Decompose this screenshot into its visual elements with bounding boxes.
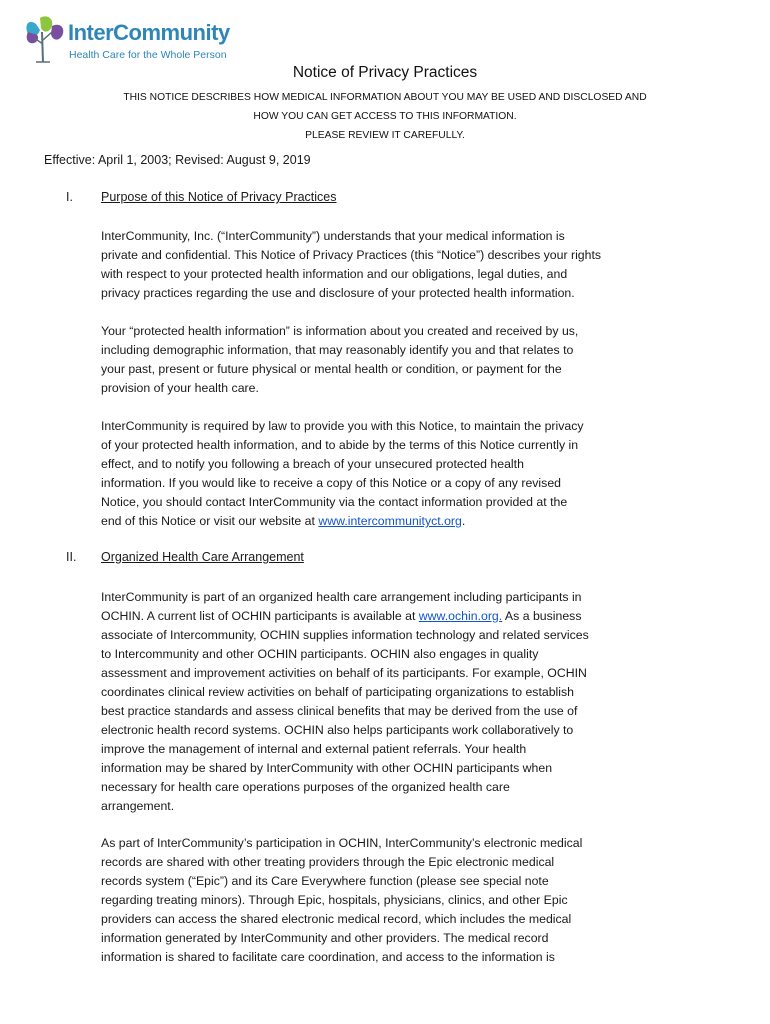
page-title: Notice of Privacy Practices — [292, 64, 478, 81]
text-line: information. If you would like to receive a copy of this Notice or a copy of any revised — [101, 476, 561, 490]
ochin-link[interactable]: www.ochin.org. — [418, 609, 503, 623]
section-2-paragraph-1 — [101, 588, 673, 816]
text-line: necessary for health care operations purposes of the organized health care — [101, 780, 510, 794]
text-line: As part of InterCommunity’s participation in OCHIN, InterCommunity’s electronic medical — [101, 836, 583, 850]
section-1-paragraph-3 — [101, 417, 673, 531]
text-line: records are shared with other treating providers through the Epic electronic medical — [101, 855, 555, 869]
text-line: your past, present or future physical or mental health or condition, or payment for the — [101, 362, 562, 376]
text-line: provision of your health care. — [101, 381, 259, 395]
subtitle-line: THIS NOTICE DESCRIBES HOW MEDICAL INFORMATION ABOUT YOU MAY BE USED AND DISCLOSED AND — [123, 92, 647, 103]
text-line: including demographic information, that may reasonably identify you and that relates to — [101, 343, 574, 357]
logo-tagline: Health Care for the Whole Person — [69, 49, 227, 61]
notice-subtitle — [0, 88, 770, 145]
section-2-heading: Organized Health Care Arrangement — [101, 550, 304, 564]
subtitle-line: PLEASE REVIEW IT CAREFULLY. — [305, 130, 465, 141]
text-line: best practice standards and assess clinical benefits that may be derived from the use of — [101, 704, 578, 718]
text-line: with respect to your protected health information and our obligations, legal duties, and — [101, 267, 568, 281]
text-line: regarding treating minors). Through Epic, hospitals, physicians, clinics, and other Epic — [101, 893, 568, 907]
text-line: information may be shared by InterCommunity with other OCHIN participants when — [101, 761, 553, 775]
website-link[interactable]: www.intercommunityct.org — [318, 514, 462, 528]
logo-name: InterCommunity — [68, 20, 230, 45]
effective-date: Effective: April 1, 2003; Revised: August 9, 2019 — [44, 153, 311, 167]
section-1-number: I. — [66, 190, 73, 204]
text-line: records system (“Epic”) and its Care Everywhere function (please see special note — [101, 874, 549, 888]
text-segment: OCHIN. A current list of OCHIN participants is available at — [101, 609, 419, 623]
text-line: InterCommunity, Inc. (“InterCommunity”) understands that your medical information is — [101, 229, 565, 243]
subtitle-line: HOW YOU CAN GET ACCESS TO THIS INFORMATION. — [253, 111, 517, 122]
text-segment: . — [461, 514, 466, 528]
text-line: privacy practices regarding the use and disclosure of your protected health information. — [101, 286, 575, 300]
text-line — [101, 607, 673, 626]
text-line: InterCommunity is part of an organized health care arrangement including participants in — [101, 590, 582, 604]
text-line: assessment and improvement activities on behalf of its participants. For example, OCHIN — [101, 666, 587, 680]
text-line: improve the management of internal and external patient referrals. Your health — [101, 742, 527, 756]
section-2-number: II. — [66, 550, 77, 564]
text-line: effect, and to notify you following a breach of your unsecured protected health — [101, 457, 524, 471]
text-line: providers can access the shared electronic medical record, which includes the medical — [101, 912, 572, 926]
text-line: InterCommunity is required by law to provide you with this Notice, to maintain the privacy — [101, 419, 584, 433]
text-line: coordinates clinical review activities on behalf of participating organizations to establish — [101, 685, 575, 699]
text-line: Your “protected health information” is information about you created and received by us, — [101, 324, 579, 338]
text-line: to Intercommunity and other OCHIN participants. OCHIN also engages in quality — [101, 647, 539, 661]
text-line: Notice, you should contact InterCommunity via the contact information provided at the — [101, 495, 568, 509]
logo — [22, 14, 230, 66]
text-line: information is shared to facilitate care coordination, and access to the information is — [101, 950, 555, 964]
text-line: of your protected health information, and to abide by the terms of this Notice currently in — [101, 438, 579, 452]
text-segment: As a business — [502, 609, 582, 623]
logo-mark-icon — [22, 14, 68, 66]
text-line — [101, 512, 673, 531]
section-1-paragraph-1 — [101, 227, 673, 303]
text-line: arrangement. — [101, 799, 175, 813]
section-1-heading: Purpose of this Notice of Privacy Practices — [101, 190, 337, 204]
text-segment: end of this Notice or visit our website at — [101, 514, 319, 528]
text-line: associate of Intercommunity, OCHIN supplies information technology and related services — [101, 628, 589, 642]
text-line: electronic health record systems. OCHIN also helps participants work collaboratively to — [101, 723, 574, 737]
text-line: information generated by InterCommunity and other providers. The medical record — [101, 931, 549, 945]
section-2-paragraph-2 — [101, 834, 673, 967]
text-line: private and confidential. This Notice of Privacy Practices (this “Notice”) describes your rights — [101, 248, 602, 262]
section-1-paragraph-2 — [101, 322, 673, 398]
